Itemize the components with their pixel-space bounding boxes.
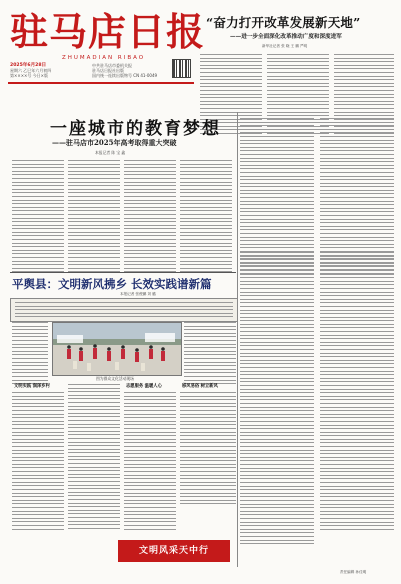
publisher-line-3: 国内统一连续出版物号 CN 41-0049 [92,73,158,78]
publisher-meta [92,63,172,78]
photo-story-byline: 本报记者 张俊鹏 刘 璐 [120,292,156,296]
photo-story-headline: 平舆县：文明新风拂乡 长效实践谱新篇 [12,277,212,291]
right-col-d [320,252,394,532]
photo-body-col-1 [12,392,64,532]
photo-body-col-4 [180,392,236,507]
photo-col-left [12,322,48,387]
issue-line-1: 星期六 乙巳年六月初四 [10,68,52,73]
lead-col-4 [180,160,232,275]
photo-body-col-3 [124,392,176,532]
publisher-line-1: 中共驻马店市委机关报 [92,63,132,68]
right-col-c [240,252,314,547]
photo-subhead-2: 志愿服务 温暖人心 [126,384,162,389]
photo-body-col-2 [68,384,120,531]
lead-byline: 本报记者 陈 宝 鑫 [95,150,126,155]
masthead-pinyin: ZHUMADIAN RIBAO [62,55,146,61]
event-photo-svg [53,323,181,375]
photo-col-right [184,322,236,387]
top-feature-byline: 新华社记者 张 晓 王 鹏 严明 [262,44,308,48]
lead-col-3 [124,160,176,275]
column-separator [237,112,238,567]
lead-subheadline: ——驻马店市2025年高考取得重大突破 [52,138,177,147]
qr-code-icon [173,60,190,77]
event-photo [52,322,182,376]
top-feature-headline: “奋力打开改革发展新天地” [206,15,361,30]
photo-subhead-3: 移风易俗 树立新风 [182,384,218,389]
footer-editor: 责任编辑 孙佳明 [340,570,367,574]
photo-story-intro [10,298,238,322]
masthead-meta [10,63,85,78]
masthead-rule [8,82,194,84]
lead-headline: 一座城市的教育梦想 [50,119,221,139]
publisher-line-2: 驻马店日报社出版 [92,68,124,73]
photo-caption: 图为群众文化活动现场 [96,376,134,381]
issue-line-2: 第××××号 今日×版 [10,73,49,78]
lead-divider [10,272,236,273]
masthead-name: 驻马店日报 [10,9,206,54]
civility-badge: 文明风采天中行 [118,540,230,562]
top-feature-subheadline: ——进一步全面深化改革推动广度和深度进军 [230,34,342,40]
date-line: 2025年6月28日 [10,63,47,68]
photo-subhead-1: 文明实践 润泽乡村 [14,384,50,389]
lead-col-2 [68,160,120,275]
lead-col-1 [12,160,64,275]
